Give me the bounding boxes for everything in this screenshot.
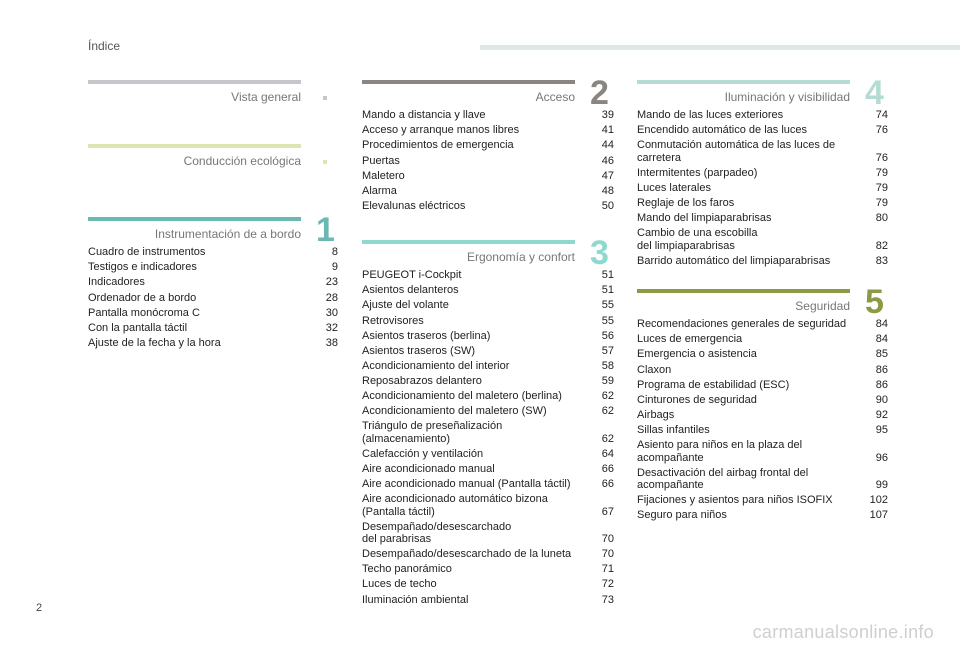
toc-entry-label: Asientos traseros (SW) [362, 344, 476, 357]
toc-entry-page: 66 [601, 462, 614, 475]
toc-entry-page: 28 [325, 291, 338, 304]
toc-entry-label: Sillas infantiles [637, 423, 710, 436]
toc-entry[interactable] [637, 166, 888, 181]
toc-entry[interactable] [88, 305, 338, 320]
toc-entry-label: Intermitentes (parpadeo) [637, 167, 758, 180]
toc-entry-label: Fijaciones y asientos para niños ISOFIX [637, 494, 833, 507]
section-seguridad [637, 283, 888, 523]
toc-entry[interactable] [362, 592, 614, 607]
toc-entry[interactable] [362, 183, 614, 198]
toc-entry[interactable] [637, 254, 888, 269]
toc-entry-label: Reposabrazos delantero [362, 374, 482, 387]
toc-entry[interactable] [637, 347, 888, 362]
toc-entry-page: 96 [875, 451, 888, 464]
toc-entry[interactable] [637, 377, 888, 392]
header-rule [480, 45, 960, 50]
toc-entry-page: 79 [875, 182, 888, 195]
toc-entry[interactable] [362, 108, 614, 123]
toc-entry-page: 58 [601, 359, 614, 372]
toc-entry-label: Mando a distancia y llave [362, 109, 486, 122]
toc-entry[interactable] [362, 328, 614, 343]
toc-entry-label: Mando del limpiaparabrisas [637, 212, 772, 225]
toc-entry[interactable] [637, 392, 888, 407]
toc-entry-page: 41 [601, 124, 614, 137]
toc-entry-page: 48 [601, 184, 614, 197]
section-number: 5 [865, 283, 884, 321]
section-marker-dot [323, 160, 327, 164]
toc-entry-label: Reglaje de los faros [637, 197, 735, 210]
toc-list [362, 108, 614, 214]
toc-entry-label: Conmutación automática de las luces de carretera [637, 139, 836, 164]
section-bar [88, 80, 301, 84]
toc-entry-page: 79 [875, 197, 888, 210]
toc-entry[interactable] [362, 562, 614, 577]
section-ergonomia [362, 234, 614, 607]
toc-entry-label: Maletero [362, 169, 405, 182]
section-title: Vista general [231, 90, 301, 104]
toc-entry-label: Seguro para niños [637, 509, 727, 522]
toc-entry[interactable] [362, 419, 614, 447]
toc-entry[interactable] [362, 519, 614, 547]
section-bar [637, 80, 850, 84]
toc-entry-page: 99 [875, 479, 888, 492]
toc-entry[interactable] [362, 404, 614, 419]
page-header-title: Índice [88, 39, 121, 53]
toc-entry[interactable] [362, 168, 614, 183]
section-marker-dot [323, 96, 327, 100]
toc-entry[interactable] [362, 343, 614, 358]
toc-entry-page: 95 [875, 423, 888, 436]
toc-entry-page: 67 [601, 505, 614, 518]
toc-entry[interactable] [637, 108, 888, 123]
toc-entry-page: 70 [601, 548, 614, 561]
toc-entry-label: Cinturones de seguridad [637, 393, 757, 406]
toc-entry-page: 73 [601, 593, 614, 606]
toc-entry[interactable] [362, 492, 614, 520]
toc-entry-label: Puertas [362, 154, 400, 167]
toc-entry-label: Triángulo de preseñalización (almacenamiento) [362, 420, 503, 445]
toc-entry-page: 83 [875, 255, 888, 268]
toc-entry-label: Testigos e indicadores [88, 261, 197, 274]
toc-list [637, 317, 888, 523]
toc-entry-page: 23 [325, 276, 338, 289]
toc-entry[interactable] [362, 447, 614, 462]
toc-entry[interactable] [88, 320, 338, 335]
toc-entry-page: 84 [875, 333, 888, 346]
toc-entry-label: Calefacción y ventilación [362, 447, 484, 460]
page-number: 2 [36, 602, 43, 614]
section-number: 2 [590, 74, 609, 112]
toc-entry[interactable] [362, 268, 614, 283]
toc-entry[interactable] [637, 226, 888, 254]
toc-entry[interactable] [88, 245, 338, 260]
toc-entry-page: 30 [325, 306, 338, 319]
toc-list [362, 268, 614, 607]
toc-entry-page: 80 [875, 212, 888, 225]
toc-entry-page: 46 [601, 154, 614, 167]
toc-entry-label: PEUGEOT i-Cockpit [362, 269, 462, 282]
toc-entry[interactable] [362, 138, 614, 153]
toc-entry[interactable] [88, 336, 338, 351]
toc-entry[interactable] [362, 374, 614, 389]
toc-entry[interactable] [637, 211, 888, 226]
toc-entry[interactable] [637, 493, 888, 508]
toc-entry-page: 38 [325, 336, 338, 349]
section-bar [88, 217, 301, 221]
toc-entry-page: 71 [601, 563, 614, 576]
section-acceso [362, 74, 614, 214]
toc-entry-label: Luces de emergencia [637, 333, 743, 346]
toc-entry-page: 72 [601, 578, 614, 591]
toc-entry-label: Acondicionamiento del interior [362, 359, 510, 372]
toc-entry-label: Asiento para niños en la plaza del acompañante [637, 439, 803, 464]
toc-entry-page: 51 [601, 269, 614, 282]
section-iluminacion [637, 74, 888, 269]
toc-entry-label: Indicadores [88, 276, 145, 289]
toc-entry-page: 62 [601, 432, 614, 445]
toc-entry-label: Desempañado/desescarchado de la luneta [362, 548, 572, 561]
toc-entry-page: 76 [875, 124, 888, 137]
toc-entry[interactable] [637, 408, 888, 423]
toc-entry-label: Luces de techo [362, 578, 437, 591]
toc-entry-label: Luces laterales [637, 182, 711, 195]
toc-entry-page: 62 [601, 390, 614, 403]
toc-entry-page: 74 [875, 109, 888, 122]
toc-entry-label: Procedimientos de emergencia [362, 139, 514, 152]
toc-entry-label: Retrovisores [362, 314, 424, 327]
toc-entry-page: 50 [601, 199, 614, 212]
toc-entry-label: Claxon [637, 363, 672, 376]
section-bar [88, 144, 301, 148]
toc-entry-page: 76 [875, 151, 888, 164]
toc-entry[interactable] [637, 508, 888, 523]
toc-entry-label: Aire acondicionado manual (Pantalla táctil) [362, 478, 571, 491]
toc-entry-label: Techo panorámico [362, 563, 452, 576]
toc-entry[interactable] [88, 275, 338, 290]
section-number: 3 [590, 234, 609, 272]
toc-entry[interactable] [362, 199, 614, 214]
toc-entry-page: 79 [875, 167, 888, 180]
toc-entry[interactable] [362, 153, 614, 168]
toc-entry-page: 86 [875, 363, 888, 376]
toc-entry-page: 32 [325, 321, 338, 334]
toc-entry[interactable] [362, 547, 614, 562]
toc-entry-page: 92 [875, 408, 888, 421]
toc-entry-page: 55 [601, 314, 614, 327]
toc-entry[interactable] [362, 389, 614, 404]
toc-entry-label: Acceso y arranque manos libres [362, 124, 520, 137]
toc-entry[interactable] [88, 260, 338, 275]
toc-entry-label: Iluminación ambiental [362, 593, 469, 606]
toc-entry-page: 9 [331, 261, 338, 274]
toc-entry-page: 90 [875, 393, 888, 406]
toc-entry-label: Elevalunas eléctricos [362, 199, 466, 212]
toc-entry-label: Mando de las luces exteriores [637, 109, 784, 122]
toc-list [637, 108, 888, 269]
section-title: Seguridad [795, 299, 850, 313]
toc-entry-label: Aire acondicionado automático bizona (Pantalla táctil) [362, 493, 548, 518]
toc-entry[interactable] [637, 196, 888, 211]
section-number: 1 [316, 211, 335, 249]
toc-entry-page: 107 [869, 509, 888, 522]
section-bar [362, 240, 575, 244]
toc-entry-label: Programa de estabilidad (ESC) [637, 378, 790, 391]
toc-entry-label: Pantalla monócroma C [88, 306, 200, 319]
toc-entry[interactable] [637, 317, 888, 332]
toc-entry[interactable] [88, 290, 338, 305]
toc-entry[interactable] [362, 359, 614, 374]
section-title: Acceso [535, 90, 575, 104]
toc-entry-page: 84 [875, 318, 888, 331]
toc-entry-label: Asientos delanteros [362, 284, 459, 297]
toc-entry-page: 51 [601, 284, 614, 297]
toc-entry-label: Con la pantalla táctil [88, 321, 188, 334]
section-conduccion-ecologica [88, 144, 301, 168]
section-title: Instrumentación de a bordo [154, 227, 301, 241]
toc-entry-label: Alarma [362, 184, 397, 197]
toc-entry-page: 39 [601, 109, 614, 122]
section-title: Ergonomía y confort [466, 250, 575, 264]
toc-entry-page: 102 [869, 494, 888, 507]
toc-entry[interactable] [362, 283, 614, 298]
section-title: Iluminación y visibilidad [724, 90, 850, 104]
toc-entry-page: 59 [601, 374, 614, 387]
toc-entry-label: Cuadro de instrumentos [88, 246, 206, 259]
section-vista-general [88, 80, 301, 104]
toc-entry[interactable] [637, 138, 888, 166]
toc-entry-page: 56 [601, 329, 614, 342]
toc-entry[interactable] [637, 362, 888, 377]
toc-entry[interactable] [637, 332, 888, 347]
toc-entry-page: 86 [875, 378, 888, 391]
toc-entry-label: Acondicionamiento del maletero (berlina) [362, 390, 562, 403]
section-number: 4 [865, 74, 884, 112]
toc-entry[interactable] [637, 438, 888, 466]
toc-entry-label: Encendido automático de las luces [637, 124, 807, 137]
toc-entry-page: 57 [601, 344, 614, 357]
toc-entry-label: Asientos traseros (berlina) [362, 329, 491, 342]
toc-entry-page: 66 [601, 478, 614, 491]
toc-entry[interactable] [637, 423, 888, 438]
toc-entry[interactable] [362, 313, 614, 328]
toc-entry-label: Emergencia o asistencia [637, 348, 757, 361]
toc-entry-page: 47 [601, 169, 614, 182]
toc-entry[interactable] [362, 577, 614, 592]
section-title: Conducción ecológica [183, 154, 301, 168]
toc-entry-page: 44 [601, 139, 614, 152]
toc-entry[interactable] [362, 462, 614, 477]
toc-entry-label: Barrido automático del limpiaparabrisas [637, 255, 831, 268]
toc-entry-label: Recomendaciones generales de seguridad [637, 318, 847, 331]
toc-entry-label: Cambio de una escobilla del limpiaparabrisas [637, 227, 758, 252]
toc-entry[interactable] [637, 123, 888, 138]
toc-entry-page: 64 [601, 447, 614, 460]
toc-entry-label: Ajuste de la fecha y la hora [88, 336, 221, 349]
toc-entry[interactable] [637, 465, 888, 493]
section-bar [362, 80, 575, 84]
toc-entry-label: Desactivación del airbag frontal del acompañante [637, 466, 809, 492]
toc-entry[interactable] [362, 477, 614, 492]
toc-entry-page: 85 [875, 348, 888, 361]
toc-entry-label: Ajuste del volante [362, 299, 449, 312]
toc-entry-page: 70 [601, 533, 614, 546]
toc-entry-page: 55 [601, 299, 614, 312]
toc-entry[interactable] [637, 181, 888, 196]
toc-entry-label: Acondicionamiento del maletero (SW) [362, 405, 547, 418]
toc-entry-label: Aire acondicionado manual [362, 462, 495, 475]
section-bar [637, 289, 850, 293]
toc-entry-label: Airbags [637, 408, 675, 421]
toc-entry-page: 8 [331, 246, 338, 259]
toc-entry[interactable] [362, 123, 614, 138]
toc-entry[interactable] [362, 298, 614, 313]
section-instrumentacion [88, 211, 338, 351]
toc-entry-label: Desempañado/desescarchado del parabrisas [362, 520, 512, 546]
toc-entry-page: 82 [875, 239, 888, 252]
toc-list [88, 245, 338, 351]
toc-entry-label: Ordenador de a bordo [88, 291, 197, 304]
toc-entry-page: 62 [601, 405, 614, 418]
watermark: carmanualsonline.info [752, 622, 934, 642]
